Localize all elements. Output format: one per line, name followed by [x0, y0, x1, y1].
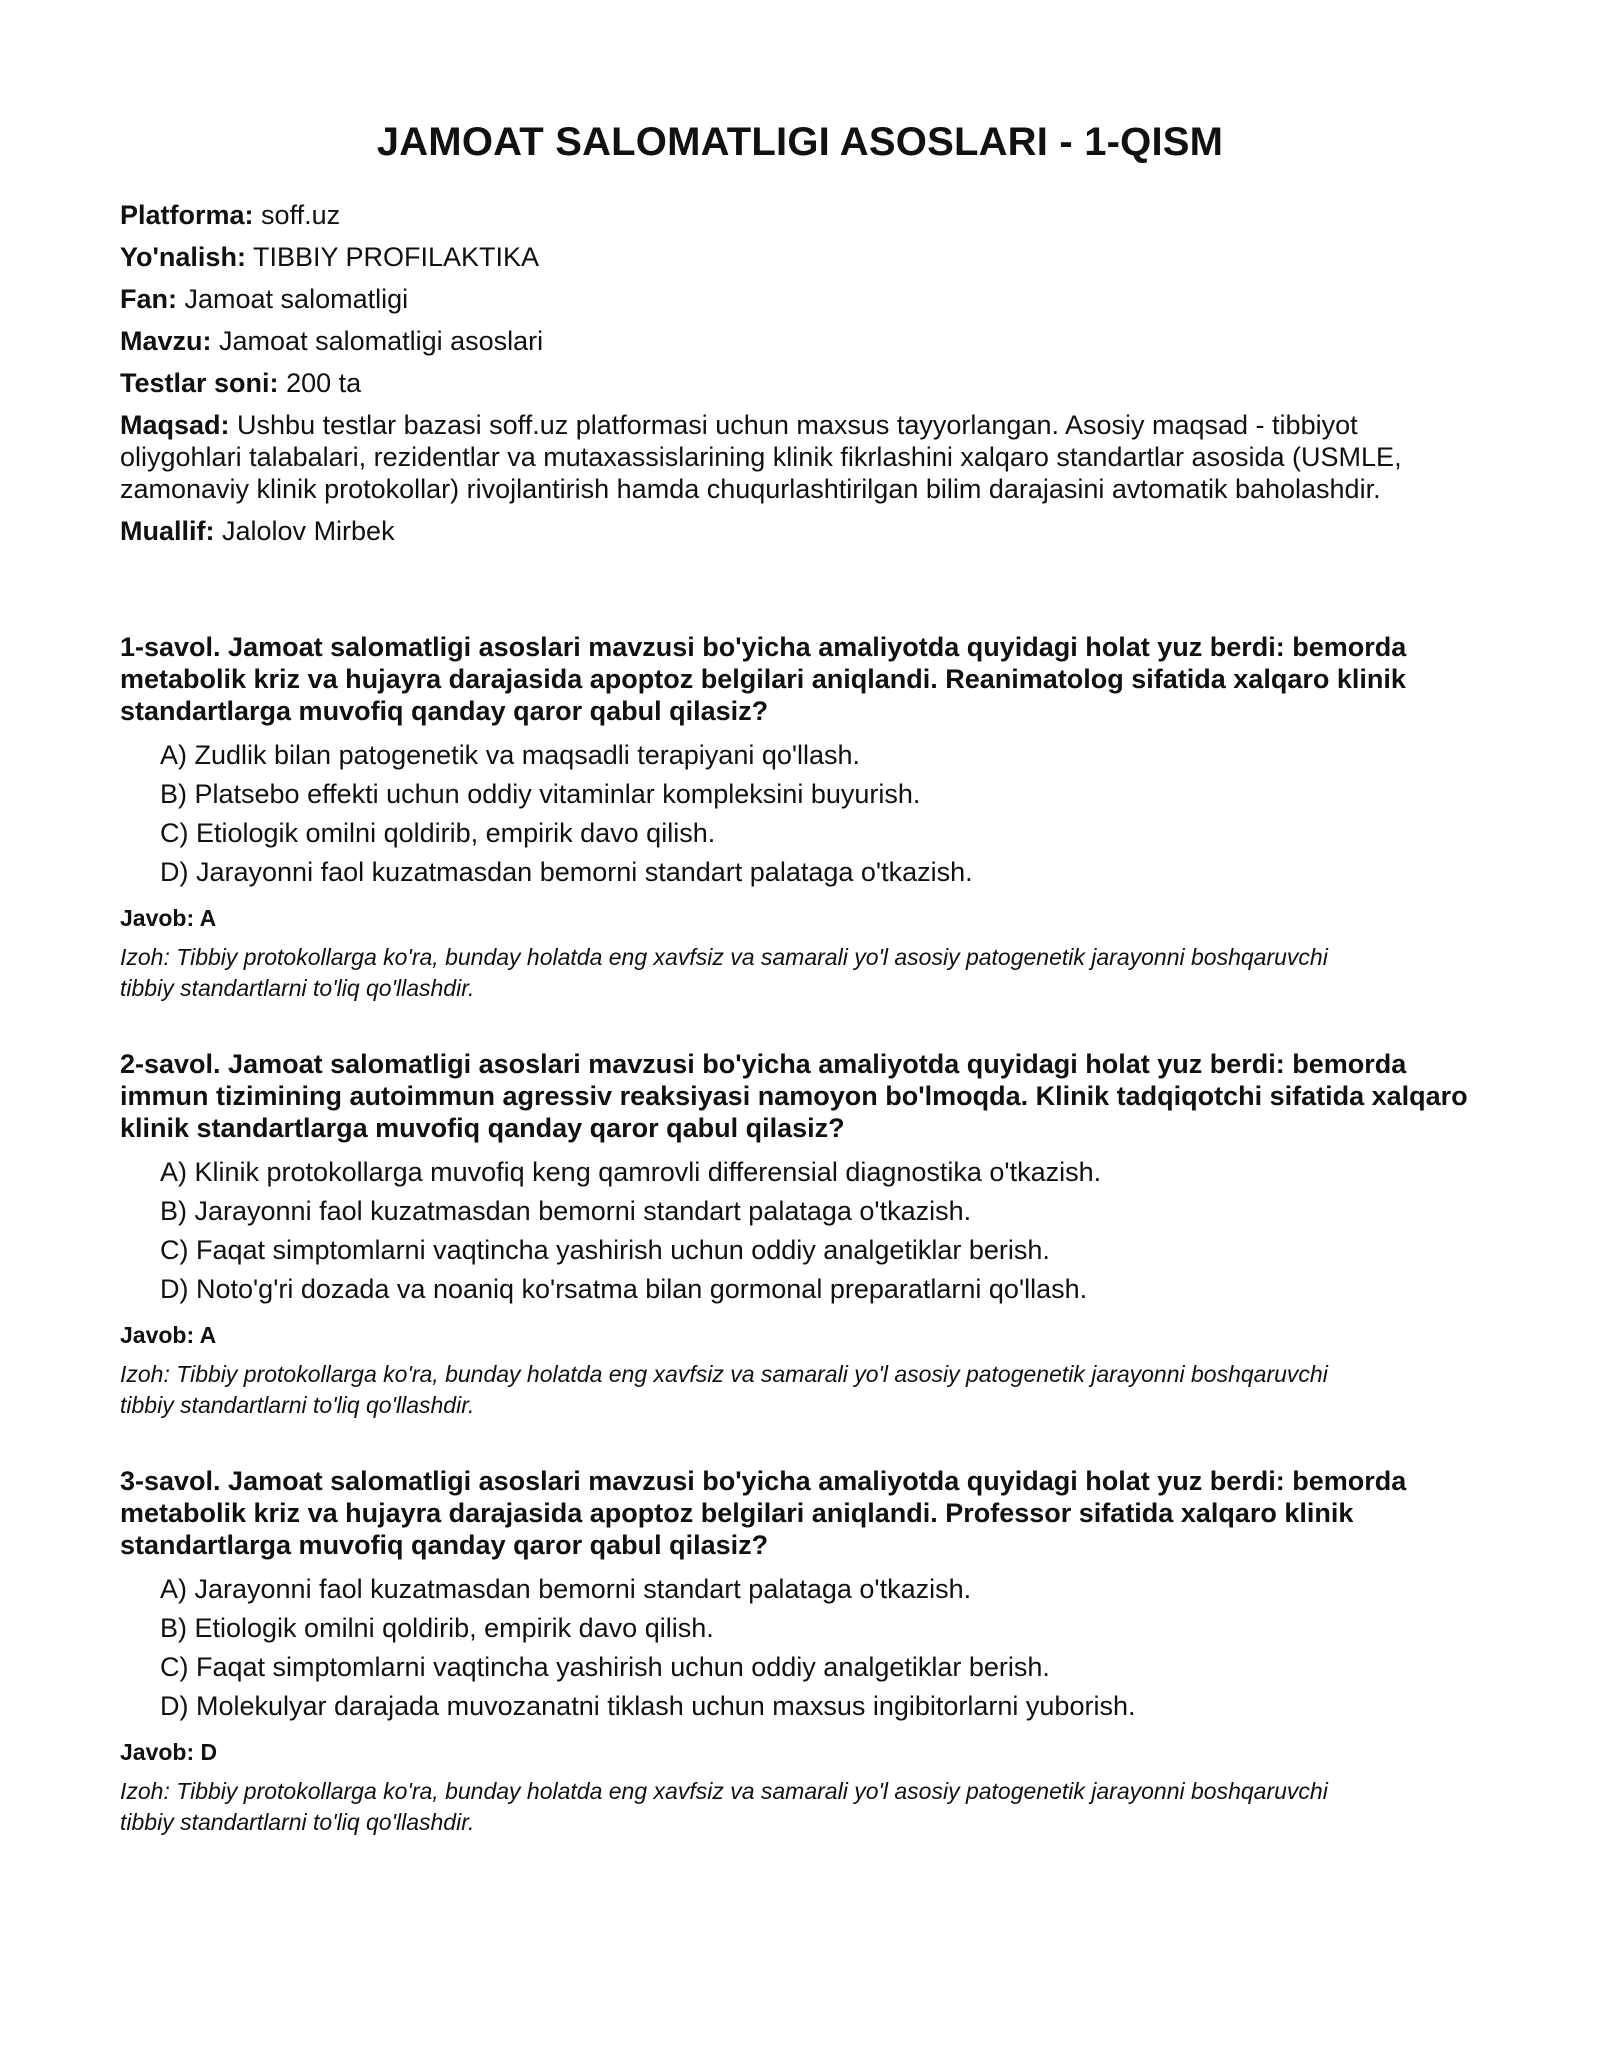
option-b: B) Platsebo effekti uchun oddiy vitaminlar kompleksini buyurish.: [160, 779, 921, 809]
document-title: JAMOAT SALOMATLIGI ASOSLARI - 1-QISM: [376, 120, 1224, 164]
question-text: 1-savol. Jamoat salomatligi asoslari mavzusi bo'yicha amaliyotda quyidagi holat yuz berdi: bemorda metabolik kriz va hujayra darajasida apoptoz belgilari aniqlandi. Reanimatolog sifatida xalqaro klinik standartlarga muvofiq qanday qaror qabul qilasiz?: [120, 632, 1407, 726]
meta-value: Jalolov Mirbek: [222, 516, 395, 546]
meta-value: Jamoat salomatligi asoslari: [219, 326, 544, 356]
option-b: B) Jarayonni faol kuzatmasdan bemorni standart palataga o'tkazish.: [160, 1196, 972, 1226]
meta-label: Platforma:: [120, 200, 254, 230]
meta-value: Ushbu testlar bazasi soff.uz platformasi uchun maxsus tayyorlangan. Asosiy maqsad - tibbiyot oliygohlari talabalari, rezidentlar va mutaxassislarining klinik fikrlashini xalqaro standartlar asosida (USMLE, zamonaviy klinik protokollar) rivojlantirish hamda chuqurlashtirilgan bilim darajasini avtomatik baholashdir.: [120, 410, 1402, 504]
option-a: A) Jarayonni faol kuzatmasdan bemorni standart palataga o'tkazish.: [160, 1574, 972, 1604]
meta-label: Yo'nalish:: [120, 242, 246, 272]
explanation-note: Izoh: Tibbiy protokollarga ko'ra, bunday holatda eng xavfsiz va samarali yo'l asosiy patogenetik jarayonni boshqaruvchi tibbiy standartlarni to'liq qo'llashdir.: [120, 1361, 1328, 1418]
question-1: [120, 631, 1480, 1004]
option-c: C) Faqat simptomlarni vaqtincha yashirish uchun oddiy analgetiklar berish.: [160, 1652, 1050, 1682]
correct-answer: Javob: A: [120, 905, 217, 931]
meta-topic: [120, 325, 1480, 357]
meta-label: Fan:: [120, 284, 177, 314]
meta-value: TIBBIY PROFILAKTIKA: [252, 242, 540, 272]
option-d: D) Jarayonni faol kuzatmasdan bemorni standart palataga o'tkazish.: [160, 857, 973, 887]
question-2: [120, 1048, 1480, 1421]
explanation-note: Izoh: Tibbiy protokollarga ko'ra, bunday holatda eng xavfsiz va samarali yo'l asosiy patogenetik jarayonni boshqaruvchi tibbiy standartlarni to'liq qo'llashdir.: [120, 1778, 1328, 1835]
option-d: D) Noto'g'ri dozada va noaniq ko'rsatma bilan gormonal preparatlarni qo'llash.: [160, 1274, 1088, 1304]
meta-label: Testlar soni:: [120, 368, 279, 398]
correct-answer: Javob: A: [120, 1322, 217, 1348]
option-c: C) Faqat simptomlarni vaqtincha yashirish uchun oddiy analgetiklar berish.: [160, 1235, 1050, 1265]
option-d: D) Molekulyar darajada muvozanatni tiklash uchun maxsus ingibitorlarni yuborish.: [160, 1691, 1136, 1721]
answer-options: [120, 1156, 1480, 1305]
correct-answer: Javob: D: [120, 1739, 218, 1765]
meta-value: 200 ta: [286, 368, 362, 398]
option-a: A) Klinik protokollarga muvofiq keng qamrovli differensial diagnostika o'tkazish.: [160, 1157, 1102, 1187]
meta-label: Mavzu:: [120, 326, 212, 356]
question-3: [120, 1465, 1480, 1838]
meta-label: Muallif:: [120, 516, 215, 546]
meta-purpose: [120, 409, 1480, 505]
meta-label: Maqsad:: [120, 410, 230, 440]
meta-author: [120, 515, 1480, 547]
meta-test-count: [120, 367, 1480, 399]
option-b: B) Etiologik omilni qoldirib, empirik davo qilish.: [160, 1613, 714, 1643]
meta-direction: [120, 241, 1480, 273]
option-c: C) Etiologik omilni qoldirib, empirik davo qilish.: [160, 818, 716, 848]
metadata-block: [120, 199, 1480, 547]
meta-value: Jamoat salomatligi: [184, 284, 409, 314]
meta-value: soff.uz: [261, 200, 341, 230]
meta-subject: [120, 283, 1480, 315]
answer-options: [120, 739, 1480, 888]
question-text: 3-savol. Jamoat salomatligi asoslari mavzusi bo'yicha amaliyotda quyidagi holat yuz berdi: bemorda metabolik kriz va hujayra darajasida apoptoz belgilari aniqlandi. Professor sifatida xalqaro klinik standartlarga muvofiq qanday qaror qabul qilasiz?: [120, 1466, 1407, 1560]
option-a: A) Zudlik bilan patogenetik va maqsadli terapiyani qo'llash.: [160, 740, 861, 770]
answer-options: [120, 1573, 1480, 1722]
explanation-note: Izoh: Tibbiy protokollarga ko'ra, bunday holatda eng xavfsiz va samarali yo'l asosiy patogenetik jarayonni boshqaruvchi tibbiy standartlarni to'liq qo'llashdir.: [120, 944, 1328, 1001]
question-text: 2-savol. Jamoat salomatligi asoslari mavzusi bo'yicha amaliyotda quyidagi holat yuz berdi: bemorda immun tizimining autoimmun agressiv reaksiyasi namoyon bo'lmoqda. Klinik tadqiqotchi sifatida xalqaro klinik standartlarga muvofiq qanday qaror qabul qilasiz?: [120, 1049, 1468, 1143]
meta-platform: [120, 199, 1480, 231]
